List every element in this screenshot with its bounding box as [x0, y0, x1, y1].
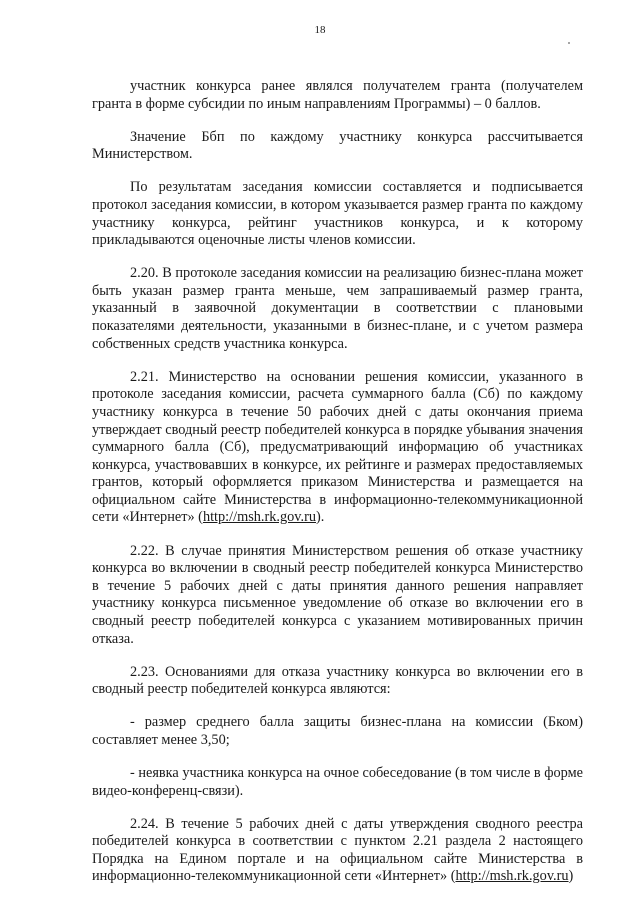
paragraph-2-24-tail: ) — [568, 868, 574, 885]
paragraph-2-20: 2.20. В протоколе заседания комиссии на реализацию бизнес-плана может быть указан размер гранта меньше, чем запрашиваемый размер гранта, указанный в заявочной документации в соответствии с плановыми показателями деятельности, указанными в бизнес-плане, и с учетом размера собственных средств участника конкурса. — [92, 265, 583, 352]
paragraph-2-23: 2.23. Основаниями для отказа участнику конкурса во включении его в сводный реестр победителей конкурса являются: — [92, 663, 583, 698]
scan-speck — [568, 42, 570, 44]
paragraph-2-24 — [92, 816, 583, 886]
paragraph-2-22: 2.22. В случае принятия Министерством решения об отказе участнику конкурса во включении в сводный реестр победителей конкурса Министерство в течение 5 рабочих дней с даты принятия данного решения направляет участнику конкурса письменное уведомление об отказе во включении его в сводный реестр победителей конкурса с указанием мотивированных причин отказа. — [92, 542, 583, 647]
paragraph-2-21-tail: ). — [316, 509, 325, 526]
paragraph-previous-grant: участник конкурса ранее являлся получателем гранта (получателем гранта в форме субсидии по иным направлениям Программы) – 0 баллов. — [92, 78, 583, 112]
list-item-no-show: - неявка участника конкурса на очное собеседование (в том числе в форме видео-конференц-связи). — [92, 765, 583, 799]
ministry-website-link-2[interactable]: http://msh.rk.gov.ru — [455, 868, 569, 885]
list-item-average-score: - размер среднего балла защиты бизнес-плана на комиссии (Бком) составляет менее 3,50; — [92, 714, 583, 748]
ministry-website-link[interactable]: http://msh.rk.gov.ru — [202, 509, 316, 526]
paragraph-bbp-value: Значение Ббп по каждому участнику конкурса рассчитывается Министерством. — [92, 128, 583, 163]
document-body — [92, 78, 583, 902]
paragraph-2-21-text: 2.21. Министерство на основании решения комиссии, указанного в протоколе заседания комиссии, расчета суммарного балла (Сб) по каждому участнику конкурса в течение 50 рабочих дней с даты окончания приема утверждает сводный реестр победителей конкурса в порядке убывания значения суммарного балла (Сб), предусматривающий информацию об участниках конкурса, участвовавших в конкурсе, их рейтинге и размерах предоставляемых грантов, который оформляется приказом Министерства и размещается на официальном сайте Министерства в информационно-телекоммуникационной сети «Интернет» ( — [92, 368, 583, 526]
paragraph-2-24-text: 2.24. В течение 5 рабочих дней с даты утверждения сводного реестра победителей конкурса в соответствии с пунктом 2.21 раздела 2 настоящего Порядка на Едином портале и на официальном сайте Министерства в информационно-телекоммуникационной сети «Интернет» ( — [92, 815, 583, 885]
paragraph-commission-protocol: По результатам заседания комиссии составляется и подписывается протокол заседания комиссии, в котором указывается размер гранта по каждому участнику конкурса, рейтинг участников конкурса, и к которому прикладываются оценочные листы членов комиссии. — [92, 179, 583, 249]
page-number: 18 — [314, 24, 326, 36]
paragraph-2-21 — [92, 369, 583, 527]
